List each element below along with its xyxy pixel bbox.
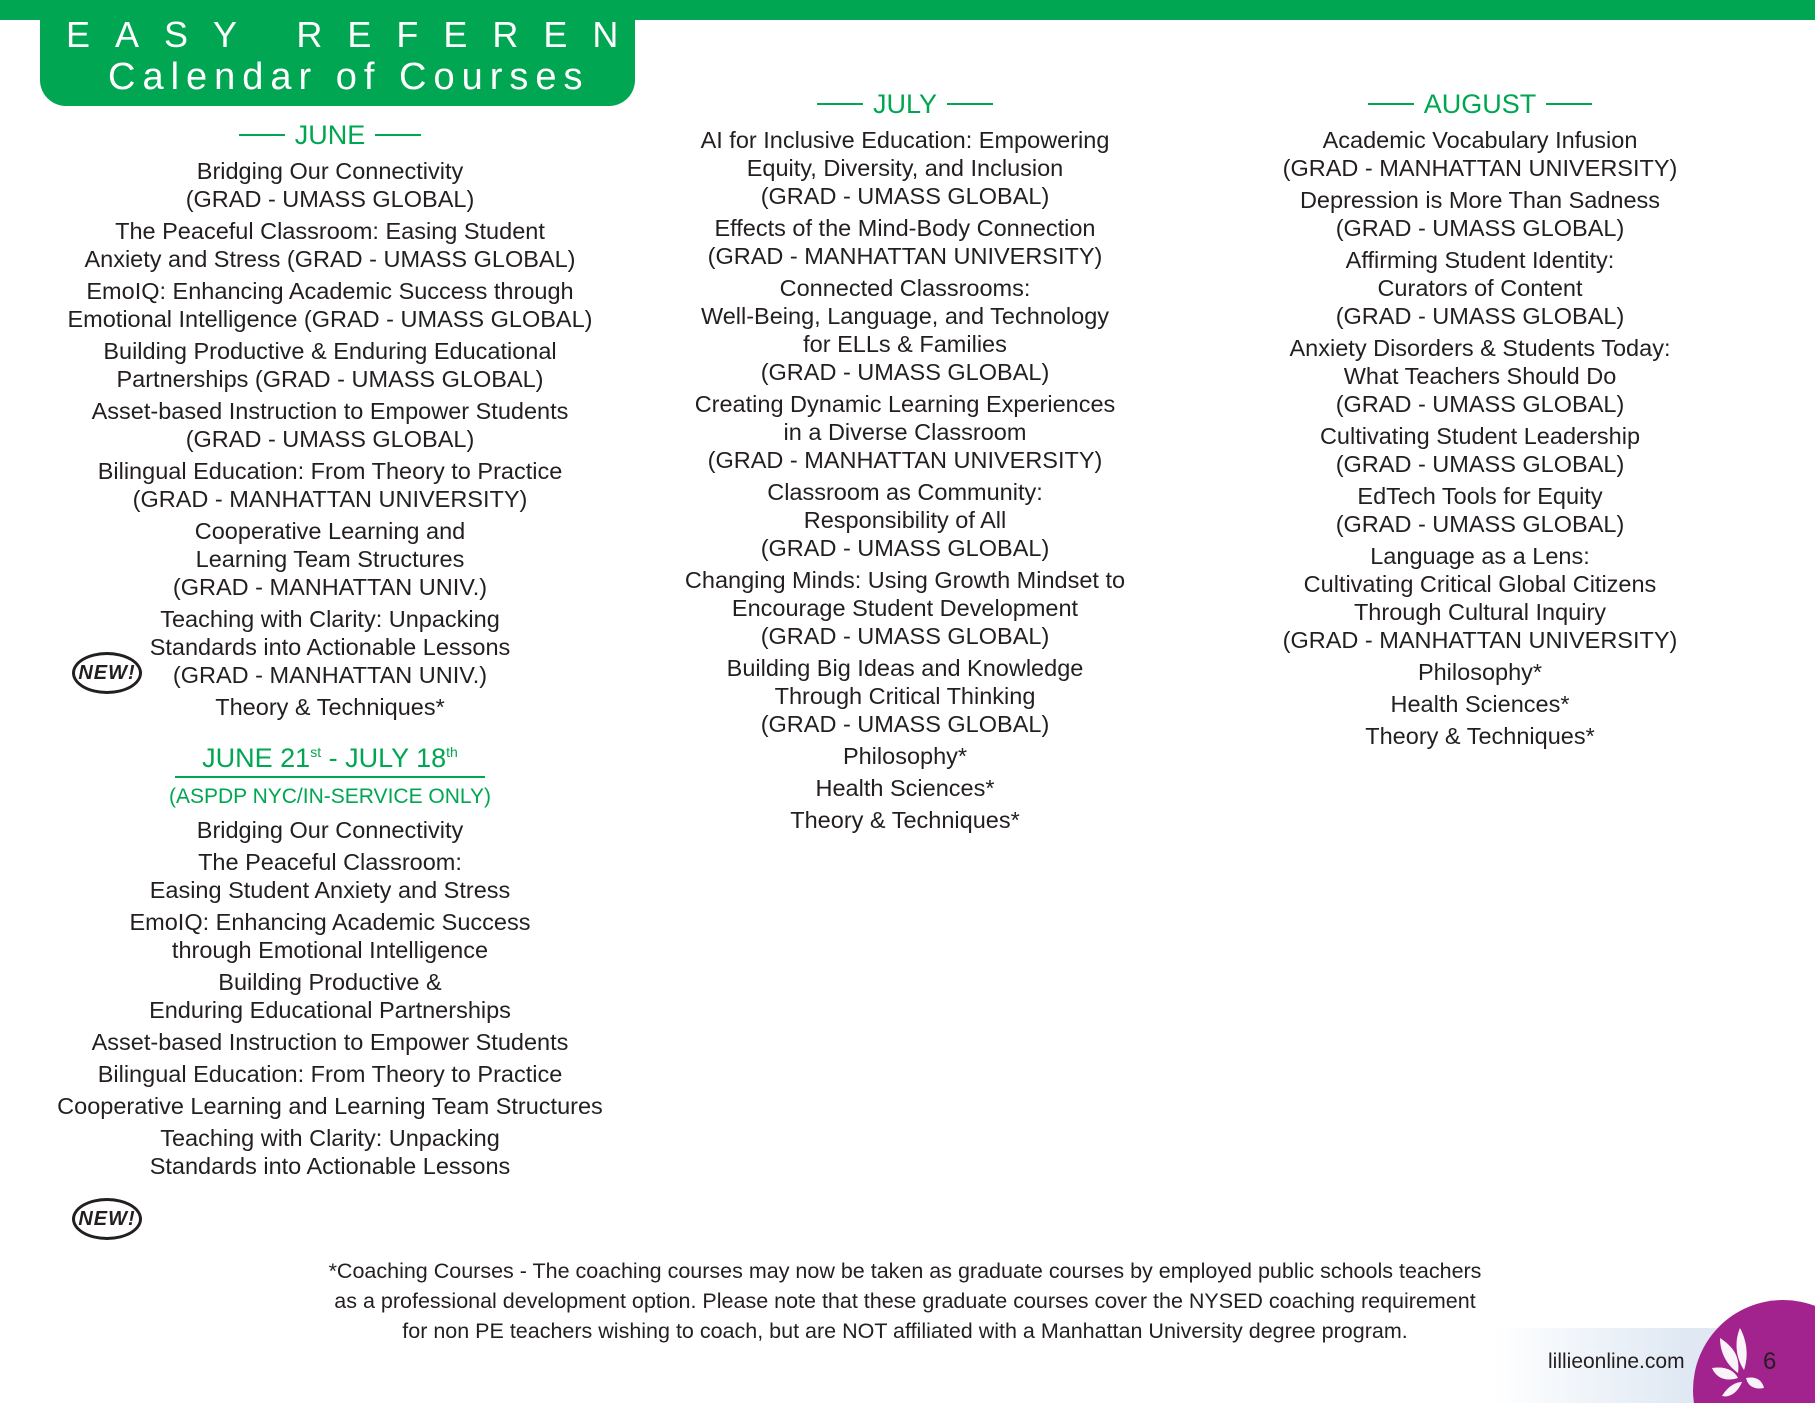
- title-banner: [40, 0, 744, 106]
- course-entry: [40, 397, 620, 453]
- course-line: Equity, Diversity, and Inclusion: [746, 155, 1064, 181]
- course-line: Depression is More Than Sadness: [1299, 187, 1661, 213]
- course-line: Bridging Our Connectivity: [196, 817, 464, 843]
- course-entry: [1255, 482, 1705, 538]
- course-line: Creating Dynamic Learning Experiences: [694, 391, 1116, 417]
- course-line: (GRAD - UMASS GLOBAL): [760, 183, 1050, 209]
- june-course-list: [40, 157, 620, 721]
- course-line: Standards into Actionable Lessons: [149, 634, 511, 660]
- new-badge-june: NEW!: [72, 652, 142, 694]
- heading-rule-right: [947, 103, 993, 105]
- course-line: (GRAD - MANHATTAN UNIVERSITY): [707, 447, 1103, 473]
- course-line: (GRAD - UMASS GLOBAL): [1335, 391, 1625, 417]
- course-entry: [40, 1124, 620, 1180]
- august-heading-label: AUGUST: [1423, 89, 1537, 119]
- course-entry: [1255, 722, 1705, 750]
- course-entry: [40, 277, 620, 333]
- course-line: (GRAD - MANHATTAN UNIV.): [172, 574, 488, 600]
- course-line: Standards into Actionable Lessons: [149, 1153, 511, 1179]
- course-line: (GRAD - UMASS GLOBAL): [1335, 303, 1625, 329]
- course-line: Effects of the Mind-Body Connection: [714, 215, 1096, 241]
- course-line: Theory & Techniques*: [790, 807, 1020, 833]
- course-entry: [655, 214, 1155, 270]
- session-heading-sup-th: th: [446, 744, 458, 760]
- course-line: Changing Minds: Using Growth Mindset to: [684, 567, 1126, 593]
- course-entry: [655, 478, 1155, 562]
- course-line: Building Big Ideas and Knowledge: [726, 655, 1084, 681]
- course-line: Asset-based Instruction to Empower Students: [91, 398, 569, 424]
- course-line: Partnerships (GRAD - UMASS GLOBAL): [116, 366, 544, 392]
- website-url[interactable]: lillieonline.com: [1548, 1350, 1685, 1373]
- course-line: Affirming Student Identity:: [1345, 247, 1615, 273]
- july-heading-label: JULY: [872, 89, 938, 119]
- course-line: Through Cultural Inquiry: [1353, 599, 1607, 625]
- course-line: Bridging Our Connectivity: [196, 158, 464, 184]
- session-subheading: (ASPDP NYC/IN-SERVICE ONLY): [168, 785, 492, 808]
- course-entry: [1255, 690, 1705, 718]
- course-entry: [655, 390, 1155, 474]
- course-line: (GRAD - UMASS GLOBAL): [185, 186, 475, 212]
- heading-rule-right: [1546, 103, 1592, 105]
- lily-flower-icon: [1700, 1318, 1800, 1403]
- course-entry: [1255, 422, 1705, 478]
- course-entry: [40, 968, 620, 1024]
- course-line: Academic Vocabulary Infusion: [1322, 127, 1638, 153]
- june-heading: [40, 117, 620, 153]
- course-line: Cooperative Learning and: [194, 518, 466, 544]
- course-line: AI for Inclusive Education: Empowering: [700, 127, 1110, 153]
- course-line: (GRAD - UMASS GLOBAL): [760, 535, 1050, 561]
- session-heading: [175, 735, 485, 778]
- course-entry: [40, 217, 620, 273]
- course-line: Theory & Techniques*: [1365, 723, 1595, 749]
- course-line: Bilingual Education: From Theory to Practice: [97, 458, 563, 484]
- course-entry: [655, 654, 1155, 738]
- heading-rule-right: [375, 134, 421, 136]
- august-course-list: [1255, 126, 1705, 750]
- course-line: Responsibility of All: [803, 507, 1007, 533]
- course-line: through Emotional Intelligence: [171, 937, 489, 963]
- course-entry: [1255, 126, 1705, 182]
- course-entry: [40, 337, 620, 393]
- session-heading-sup-st: st: [310, 744, 322, 760]
- course-line: Anxiety and Stress (GRAD - UMASS GLOBAL): [84, 246, 576, 272]
- course-line: Anxiety Disorders & Students Today:: [1289, 335, 1671, 361]
- course-entry: [40, 517, 620, 601]
- course-entry: [40, 1092, 620, 1120]
- course-entry: [655, 742, 1155, 770]
- course-entry: [655, 274, 1155, 386]
- session-heading-end: - JULY 18: [321, 743, 447, 773]
- course-entry: [655, 126, 1155, 210]
- course-line: The Peaceful Classroom: Easing Student: [115, 218, 545, 244]
- course-line: EmoIQ: Enhancing Academic Success through: [86, 278, 574, 304]
- course-line: Learning Team Structures: [195, 546, 465, 572]
- course-entry: [655, 774, 1155, 802]
- course-line: Teaching with Clarity: Unpacking: [160, 606, 500, 632]
- course-entry: [1255, 334, 1705, 418]
- footnote-line: as a professional development option. Please note that these graduate courses cover the NYSED coaching requirement: [334, 1289, 1476, 1313]
- session-heading-start: JUNE 21: [202, 743, 311, 773]
- course-entry: [40, 157, 620, 213]
- course-entry: [40, 457, 620, 513]
- course-entry: [40, 693, 620, 721]
- course-line: (GRAD - MANHATTAN UNIVERSITY): [132, 486, 528, 512]
- course-entry: [40, 1060, 620, 1088]
- course-line: Bilingual Education: From Theory to Practice: [97, 1061, 563, 1087]
- course-line: Asset-based Instruction to Empower Students: [91, 1029, 569, 1055]
- july-heading: [655, 86, 1155, 122]
- course-line: What Teachers Should Do: [1343, 363, 1617, 389]
- course-line: for ELLs & Families: [803, 331, 1007, 357]
- course-line: (GRAD - UMASS GLOBAL): [760, 711, 1050, 737]
- course-line: Theory & Techniques*: [215, 694, 445, 720]
- august-heading: [1255, 86, 1705, 122]
- course-line: (GRAD - MANHATTAN UNIV.): [172, 662, 488, 688]
- course-line: Philosophy*: [842, 743, 968, 769]
- july-course-list: [655, 126, 1155, 834]
- course-line: Encourage Student Development: [731, 595, 1079, 621]
- course-line: Well-Being, Language, and Technology: [700, 303, 1110, 329]
- title-easy-reference: EASY REFERENCE: [66, 14, 744, 55]
- course-line: Curators of Content: [1377, 275, 1583, 301]
- course-line: (GRAD - MANHATTAN UNIVERSITY): [1282, 155, 1678, 181]
- course-entry: [1255, 186, 1705, 242]
- course-line: Cultivating Student Leadership: [1319, 423, 1641, 449]
- course-line: Teaching with Clarity: Unpacking: [160, 1125, 500, 1151]
- course-line: Connected Classrooms:: [779, 275, 1031, 301]
- course-line: The Peaceful Classroom:: [198, 849, 462, 875]
- course-entry: [1255, 542, 1705, 654]
- heading-rule-left: [817, 103, 863, 105]
- course-line: Building Productive & Enduring Educational: [103, 338, 557, 364]
- course-line: Easing Student Anxiety and Stress: [149, 877, 511, 903]
- page-number: 6: [1763, 1348, 1777, 1375]
- course-entry: [40, 1028, 620, 1056]
- course-line: Building Productive &: [218, 969, 442, 995]
- coaching-footnote: [230, 1256, 1580, 1346]
- course-line: Health Sciences*: [1390, 691, 1570, 717]
- course-entry: [655, 566, 1155, 650]
- course-line: Philosophy*: [1417, 659, 1543, 685]
- course-line: Enduring Educational Partnerships: [149, 997, 511, 1023]
- course-line: EmoIQ: Enhancing Academic Success: [129, 909, 531, 935]
- footnote-line: *Coaching Courses - The coaching courses may now be taken as graduate courses by employed public schools teachers: [328, 1259, 1482, 1283]
- heading-rule-left: [1368, 103, 1414, 105]
- july-column: [655, 86, 1155, 834]
- course-line: (GRAD - UMASS GLOBAL): [1335, 451, 1625, 477]
- heading-rule-left: [239, 134, 285, 136]
- course-line: (GRAD - UMASS GLOBAL): [760, 359, 1050, 385]
- new-badge-session: NEW!: [72, 1198, 142, 1240]
- june-column: [40, 117, 620, 1180]
- course-entry: [1255, 658, 1705, 686]
- course-entry: [655, 806, 1155, 834]
- course-line: (GRAD - MANHATTAN UNIVERSITY): [1282, 627, 1678, 653]
- course-line: in a Diverse Classroom: [783, 419, 1027, 445]
- course-entry: [1255, 246, 1705, 330]
- session-course-list: [40, 816, 620, 1180]
- course-line: (GRAD - UMASS GLOBAL): [1335, 215, 1625, 241]
- course-entry: [40, 816, 620, 844]
- course-line: Through Critical Thinking: [774, 683, 1036, 709]
- course-line: Health Sciences*: [815, 775, 995, 801]
- course-line: (GRAD - UMASS GLOBAL): [760, 623, 1050, 649]
- course-entry: [40, 848, 620, 904]
- course-line: Language as a Lens:: [1370, 543, 1590, 569]
- footnote-line: for non PE teachers wishing to coach, but are NOT affiliated with a Manhattan University degree program.: [402, 1319, 1408, 1343]
- august-column: [1255, 86, 1705, 750]
- course-line: Classroom as Community:: [767, 479, 1043, 505]
- title-calendar-of-courses: Calendar of Courses: [108, 56, 590, 98]
- course-line: Cultivating Critical Global Citizens: [1303, 571, 1657, 597]
- course-line: Cooperative Learning and Learning Team Structures: [57, 1093, 603, 1119]
- course-line: (GRAD - UMASS GLOBAL): [185, 426, 475, 452]
- course-entry: [40, 908, 620, 964]
- june-heading-label: JUNE: [294, 120, 366, 150]
- course-line: (GRAD - MANHATTAN UNIVERSITY): [707, 243, 1103, 269]
- course-line: Emotional Intelligence (GRAD - UMASS GLOBAL): [67, 306, 593, 332]
- course-line: (GRAD - UMASS GLOBAL): [1335, 511, 1625, 537]
- course-line: EdTech Tools for Equity: [1357, 483, 1603, 509]
